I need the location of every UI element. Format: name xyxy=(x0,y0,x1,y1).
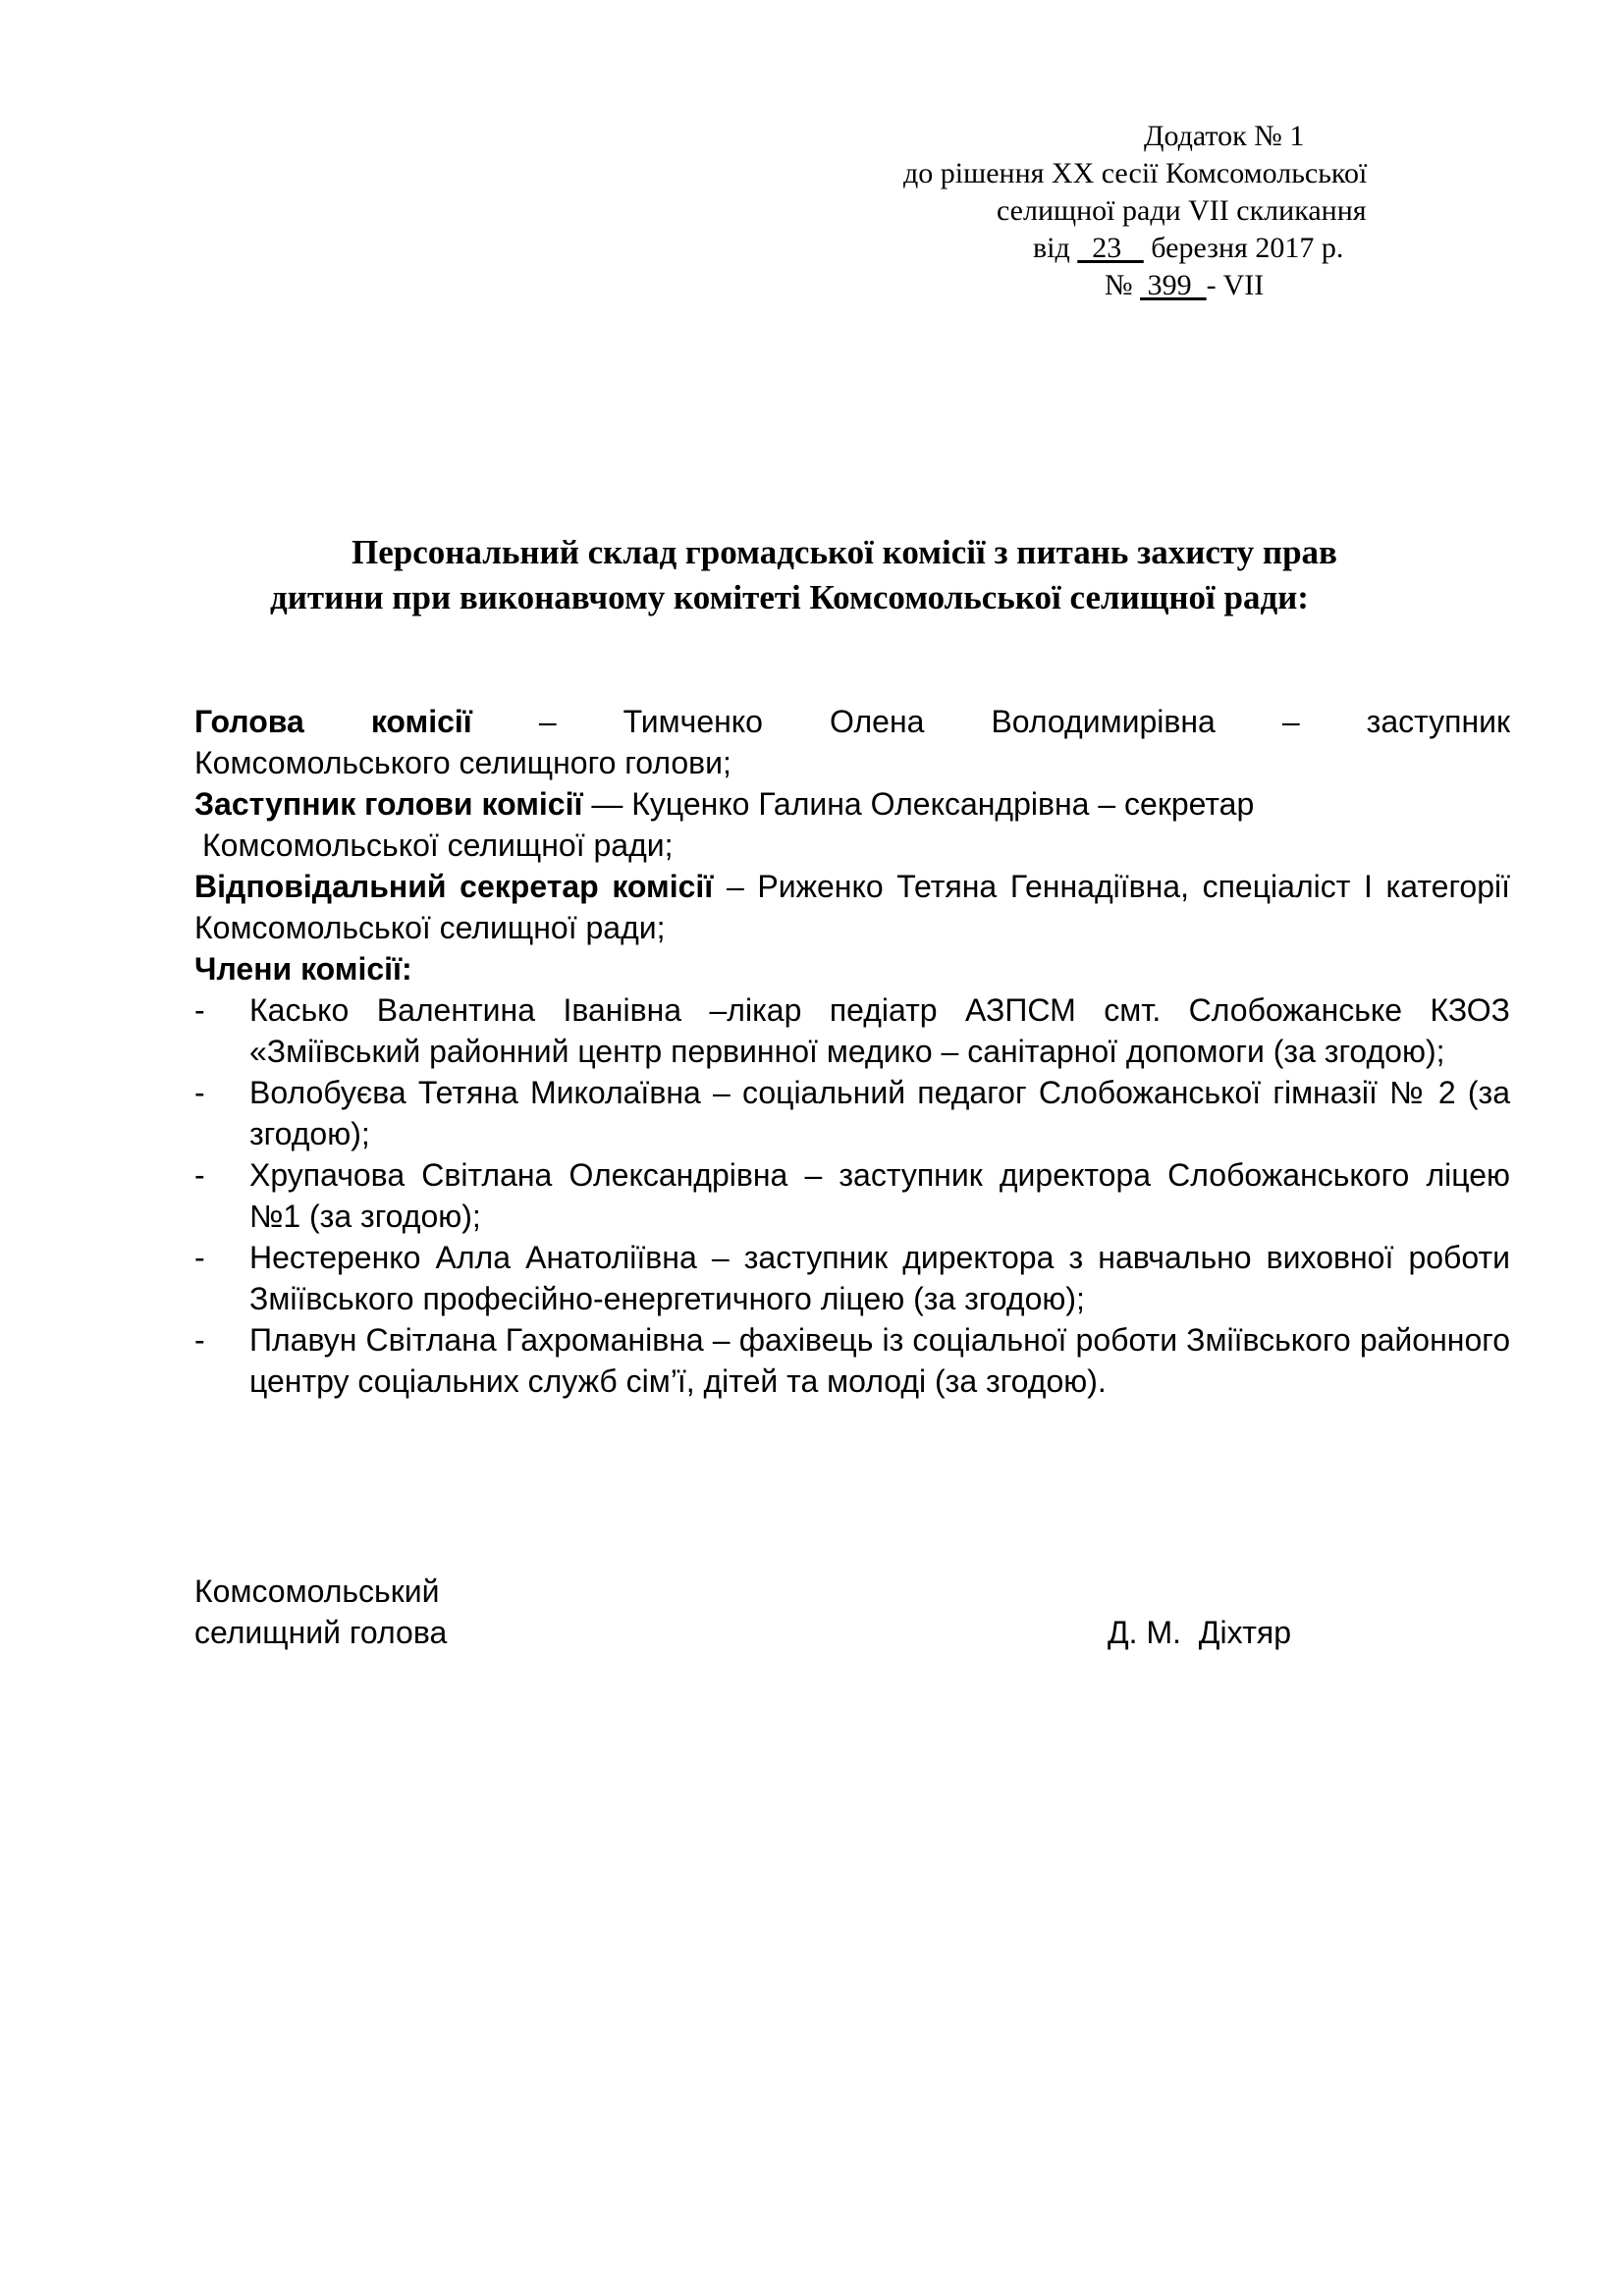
member-bullet: - xyxy=(194,992,205,1028)
appendix-number-suffix: - VII xyxy=(1206,269,1265,301)
member-bullet: - xyxy=(194,1157,205,1193)
signature-title-line-2: селищний голова xyxy=(194,1615,448,1650)
members-label: Члени комісії: xyxy=(194,951,412,987)
chair-paragraph xyxy=(194,701,1510,783)
list-item xyxy=(194,1237,1510,1319)
member-text: Плавун Світлана Гахроманівна – фахівець із соціальної роботи Зміївського районного центру соціальних служб сім’ї, дітей та молоді (за згодою). xyxy=(249,1322,1510,1399)
deputy-paragraph xyxy=(194,783,1510,866)
appendix-number-value: 399 xyxy=(1140,269,1207,301)
title-line-2: дитини при виконавчому комітеті Комсомольської селищної ради: xyxy=(270,578,1309,616)
deputy-label: Заступник голови комісії xyxy=(194,786,583,822)
members-list xyxy=(194,989,1510,1402)
chair-line-1 xyxy=(194,701,1510,742)
appendix-date-suffix: березня 2017 р. xyxy=(1143,232,1344,264)
appendix-date-day: 23 xyxy=(1077,232,1144,264)
list-item xyxy=(194,1072,1510,1154)
member-text: Касько Валентина Іванівна –лікар педіатр АЗПСМ смт. Слобожанське КЗОЗ «Зміївський районний центр первинної медико – санітарної допомоги (за згодою); xyxy=(249,992,1510,1069)
appendix-council: селищної ради VII скликання xyxy=(997,194,1367,227)
secretary-paragraph xyxy=(194,866,1510,948)
chair-label: Голова комісії xyxy=(194,704,472,739)
list-item xyxy=(194,1319,1510,1402)
appendix-number: Додаток № 1 xyxy=(1144,120,1305,152)
member-bullet: - xyxy=(194,1322,205,1358)
deputy-text-line-2: Комсомольської селищної ради; xyxy=(202,828,674,863)
title-line-1: Персональний склад громадської комісії з питань захисту прав xyxy=(352,533,1337,571)
member-bullet: - xyxy=(194,1075,205,1110)
members-heading-paragraph xyxy=(194,948,1510,989)
secretary-label: Відповідальний секретар комісії xyxy=(194,869,714,904)
secretary-text: – Риженко Тетяна Геннадіївна, спеціаліст І категорії Комсомольської селищної ради; xyxy=(194,869,1511,945)
list-item xyxy=(194,1154,1510,1237)
appendix-date xyxy=(1033,230,1343,267)
appendix-number-prefix: № xyxy=(1105,269,1141,301)
deputy-text-line-1: — Куценко Галина Олександрівна – секретар xyxy=(582,786,1255,822)
appendix-date-prefix: від xyxy=(1033,232,1078,264)
chair-text-line-1: – Тимченко Олена Володимирівна – заступник xyxy=(538,704,1511,739)
member-text: Нестеренко Алла Анатоліївна – заступник директора з навчально виховної роботи Зміївського професійно-енергетичного ліцею (за згодою); xyxy=(249,1240,1510,1316)
appendix-decision-number xyxy=(1105,267,1264,304)
member-text: Хрупачова Світлана Олександрівна – заступник директора Слобожанського ліцею №1 (за згодою); xyxy=(249,1157,1510,1234)
signature-title-line-1: Комсомольський xyxy=(194,1574,440,1609)
appendix-decision: до рішення XX сесії Комсомольської xyxy=(903,157,1368,189)
chair-text-line-2: Комсомольського селищного голови; xyxy=(194,745,731,780)
list-item xyxy=(194,989,1510,1072)
signatory-name: Д. М. Діхтяр xyxy=(1108,1615,1291,1650)
member-bullet: - xyxy=(194,1240,205,1275)
document-body xyxy=(194,701,1510,1402)
member-text: Волобуєва Тетяна Миколаївна – соціальний педагог Слобожанської гімназії № 2 (за згодою); xyxy=(249,1075,1510,1151)
